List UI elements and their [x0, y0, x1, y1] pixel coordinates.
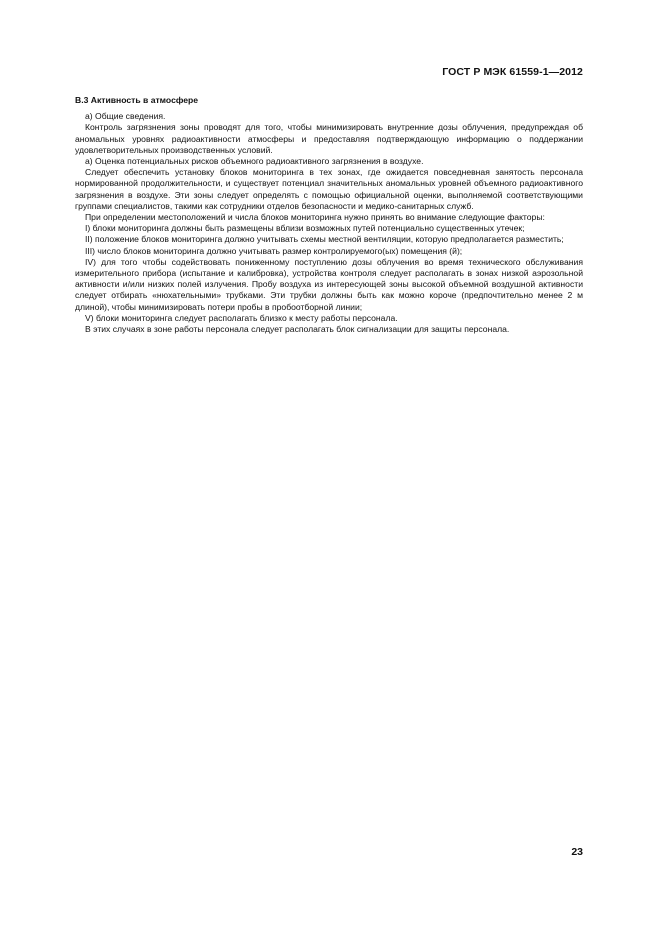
paragraph-contamination-control: Контроль загрязнения зоны проводят для того, чтобы минимизировать внутренние дозы облучения, предупреждая об аномальных уровнях радиоактивности атмосферы и предоставляя подтверждающую информацию о поддержании удовлетворительных производственных условий. [75, 122, 583, 155]
paragraph-factors-intro: При определении местоположений и числа блоков мониторинга нужно принять во внимание следующие факторы: [85, 212, 545, 223]
list-item-factor-1: I) блоки мониторинга должны быть размещены вблизи возможных путей потенциально существенных утечек; [85, 223, 525, 234]
paragraph-alarm-unit: В этих случаях в зоне работы персонала следует располагать блок сигнализации для защиты персонала. [85, 324, 510, 335]
page-number: 23 [571, 846, 583, 858]
list-item-factor-5: V) блоки мониторинга следует располагать близко к месту работы персонала. [85, 312, 398, 323]
list-item-factor-3: III) число блоков мониторинга должно учитывать размер контролируемого(ых) помещения (й); [85, 245, 463, 256]
paragraph-monitoring-installation: Следует обеспечить установку блоков мониторинга в тех зонах, где ожидается повседневная занятость персонала нормированной продолжительности, и существует потенциал значительных аномальных уровней объемного радиоактивного загрязнения в воздухе. Эти зоны следует определять с помощью официальной оценки, выполняемой соответствующими группами специалистов, такими как сотрудники отделов безопасности и медико-санитарных служб. [75, 167, 583, 211]
section-title: В.3 Активность в атмосфере [75, 95, 199, 105]
standard-code-header: ГОСТ Р МЭК 61559-1—2012 [442, 66, 583, 78]
list-item-factor-4: IV) для того чтобы содействовать пониженному поступлению дозы облучения во время технического обслуживания измерительного прибора (испытание и калибровка), устройства контроля следует располагать в зонах низкой аэрозольной активности и/или низких полей излучения. Пробу воздуха из интересующей зоны высокой объемной воздушной активности следует отбирать «нюхательными» трубками. Эти трубки должны быть как можно короче (предпочтительно менее 2 м длиной), чтобы минимизировать потери пробы в пробоотборной линии; [75, 256, 583, 312]
paragraph-risk-assessment-heading: а) Оценка потенциальных рисков объемного радиоактивного загрязнения в воздухе. [85, 156, 424, 167]
section-body [75, 95, 583, 335]
list-item-factor-2: II) положение блоков мониторинга должно учитывать схемы местной вентиляции, которую предполагается разместить; [85, 234, 564, 245]
paragraph-general-info: а) Общие сведения. [85, 111, 166, 122]
